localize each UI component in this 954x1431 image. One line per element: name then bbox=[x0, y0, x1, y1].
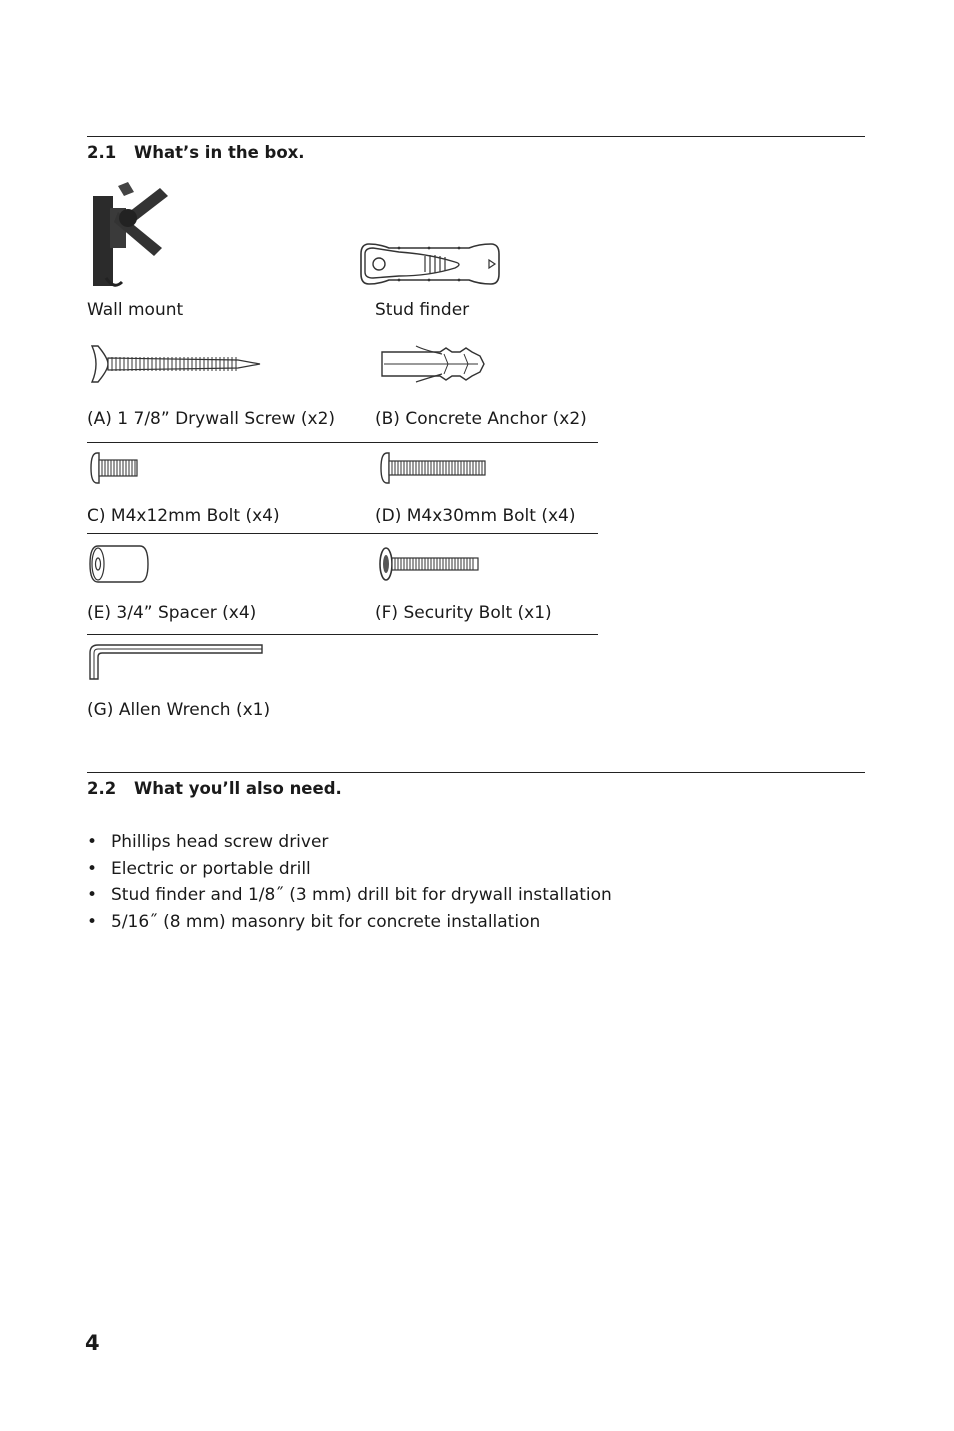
page-number: 4 bbox=[85, 1331, 100, 1355]
bullet-marker: • bbox=[87, 885, 98, 905]
item-label: C) M4x12mm Bolt (x4) bbox=[87, 506, 280, 526]
item-label: (D) M4x30mm Bolt (x4) bbox=[375, 506, 576, 526]
drywall-screw-icon bbox=[88, 342, 263, 386]
security-bolt-icon bbox=[378, 546, 482, 582]
allen-wrench-icon bbox=[88, 643, 266, 683]
bullet-marker: • bbox=[87, 911, 98, 932]
row-divider bbox=[87, 533, 598, 534]
section-divider bbox=[87, 772, 865, 773]
section-number: 2.2 bbox=[87, 779, 117, 798]
wall-mount-bracket-icon bbox=[88, 178, 178, 293]
list-item-text: Stud finder and 1/8˝ (3 mm) drill bit for drywall installation bbox=[111, 885, 612, 905]
item-label: Stud finder bbox=[375, 300, 470, 320]
list-item-text: Phillips head screw driver bbox=[111, 832, 329, 852]
list-item bbox=[87, 909, 612, 936]
section-number: 2.1 bbox=[87, 143, 117, 162]
list-item bbox=[87, 829, 612, 856]
section-title: What’s in the box. bbox=[134, 143, 305, 162]
bullet-marker: • bbox=[87, 858, 98, 879]
concrete-anchor-icon bbox=[380, 342, 488, 386]
section-heading-whats-in-the-box bbox=[87, 143, 305, 162]
section-heading-what-youll-also-need bbox=[87, 779, 342, 798]
list-item-text: 5/16˝ (8 mm) masonry bit for concrete installation bbox=[111, 911, 541, 932]
required-tools-list bbox=[87, 829, 612, 935]
list-item bbox=[87, 856, 612, 883]
stud-finder-icon bbox=[359, 240, 503, 288]
spacer-icon bbox=[88, 544, 152, 584]
item-label: (B) Concrete Anchor (x2) bbox=[375, 409, 587, 429]
list-item-text: Electric or portable drill bbox=[111, 858, 311, 879]
short-bolt-icon bbox=[89, 451, 141, 485]
section-title: What you’ll also need. bbox=[134, 779, 342, 798]
item-label: (F) Security Bolt (x1) bbox=[375, 603, 552, 623]
item-label: (E) 3/4” Spacer (x4) bbox=[87, 603, 257, 623]
bullet-marker: • bbox=[87, 832, 98, 852]
section-divider-top bbox=[87, 136, 865, 137]
long-bolt-icon bbox=[379, 451, 489, 485]
list-item bbox=[87, 882, 612, 909]
item-label: (G) Allen Wrench (x1) bbox=[87, 700, 271, 720]
row-divider bbox=[87, 634, 598, 635]
row-divider bbox=[87, 442, 598, 443]
item-label: Wall mount bbox=[87, 300, 184, 320]
item-label: (A) 1 7/8” Drywall Screw (x2) bbox=[87, 409, 336, 429]
